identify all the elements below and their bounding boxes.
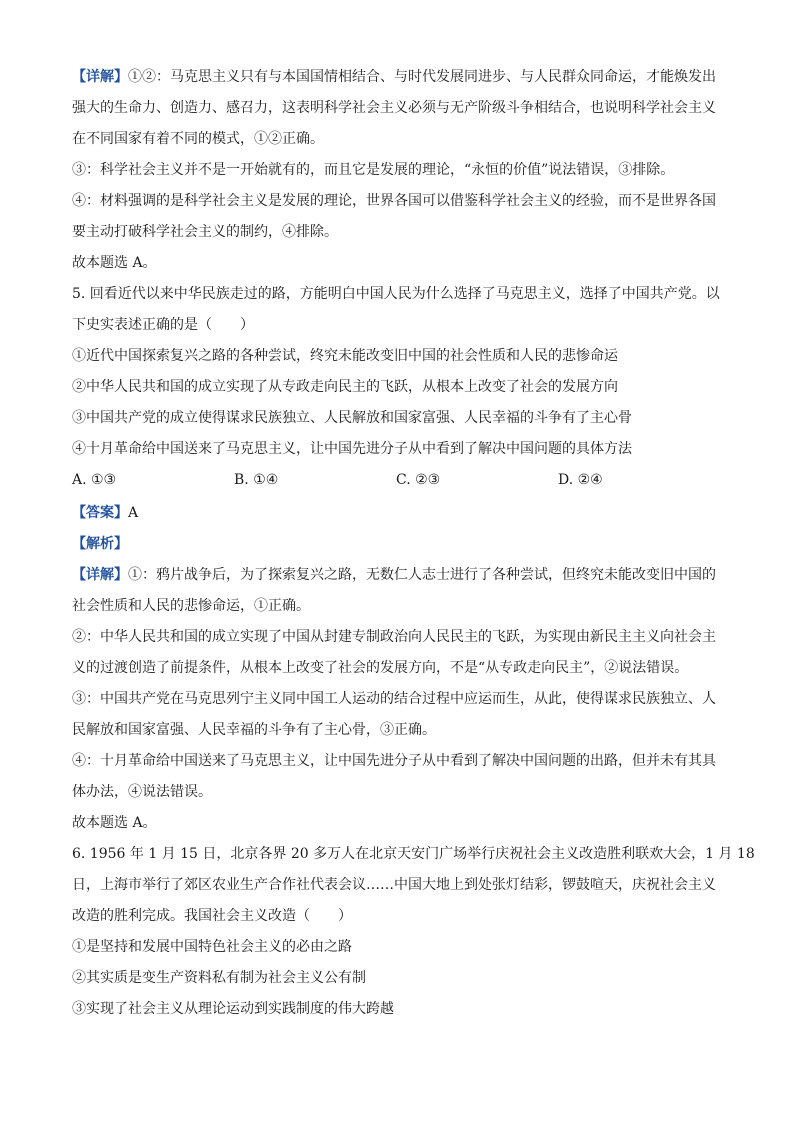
detail-line-2: 强大的生命力、创造力、感召力，这表明科学社会主义必须与无产阶级斗争相结合，也说明科学社会主义 [72, 100, 716, 116]
q5-detail-line-5: ③：中国共产党在马克思列宁主义同中国工人运动的结合过程中应运而生，从此，使得谋求民族独立、人 [72, 691, 716, 707]
answer-value: A [128, 505, 139, 521]
question-5-stem-2: 下史实表述正确的是（ ） [72, 317, 254, 333]
question-5-statement-1: ①近代中国探索复兴之路的各种尝试，终究未能改变旧中国的社会性质和人民的悲惨命运 [72, 348, 618, 364]
question-6-statement-3: ③实现了社会主义从理论运动到实践制度的伟大跨越 [72, 1001, 394, 1017]
q5-detail-line-2: 社会性质和人民的悲惨命运，①正确。 [72, 598, 310, 614]
detail-tag: 【详解】 [72, 567, 128, 583]
detail-line-6: 要主动打破科学社会主义的制约，④排除。 [72, 224, 338, 240]
question-6-stem-2: 日，上海市举行了郊区农业生产合作社代表会议……中国大地上到处张灯结彩，锣鼓喧天，庆祝社会主义 [72, 877, 716, 893]
question-6-stem-1: 6. 1956 年 1 月 15 日，北京各界 20 多万人在北京天安门广场举行庆祝社会主义改造胜利联欢大会，1 月 18 [72, 846, 755, 862]
option-b: B. ①④ [234, 472, 279, 488]
question-5-statement-2: ②中华人民共和国的成立实现了从专政走向民主的飞跃，从根本上改变了社会的发展方向 [72, 379, 618, 395]
answer-tag: 【答案】 [72, 505, 128, 521]
q5-detail-line-6: 民解放和国家富强、人民幸福的斗争有了主心骨，③正确。 [72, 722, 436, 738]
answer-line [72, 503, 732, 523]
question-5-statement-3: ③中国共产党的成立使得谋求民族独立、人民解放和国家富强、人民幸福的斗争有了主心骨 [72, 410, 632, 426]
conclusion-line: 故本题选 A。 [72, 255, 157, 271]
option-d: D. ②④ [558, 472, 603, 488]
question-6-statement-2: ②其实质是变生产资料私有制为社会主义公有制 [72, 970, 366, 986]
question-5-stem-1: 5. 回看近代以来中华民族走过的路，方能明白中国人民为什么选择了马克思主义，选择了中国共产党。以 [72, 286, 720, 302]
question-6-statement-1: ①是坚持和发展中国特色社会主义的必由之路 [72, 939, 352, 955]
detail-tag: 【详解】 [72, 69, 128, 85]
q5-detail-line-8: 体办法，④说法错误。 [72, 784, 212, 800]
q5-detail-line-7: ④：十月革命给中国送来了马克思主义，让中国先进分子从中看到了解决中国问题的出路，但并未有其具 [72, 753, 716, 769]
detail-line-3: 在不同国家有着不同的模式，①②正确。 [72, 131, 324, 147]
detail-line-4: ③：科学社会主义并不是一开始就有的，而且它是发展的理论，“永恒的价值”说法错误，③排除。 [72, 162, 675, 178]
q5-detail-line-1: 【详解】①：鸦片战争后，为了探索复兴之路，无数仁人志士进行了各种尝试，但终究未能改变旧中国的 [72, 567, 716, 583]
q5-detail-line-3: ②：中华人民共和国的成立实现了中国从封建专制政治向人民民主的飞跃，为实现由新民主主义向社会主 [72, 629, 716, 645]
detail-line-1: 【详解】①②：马克思主义只有与本国国情相结合、与时代发展同进步、与人民群众同命运，才能焕发出 [72, 69, 716, 85]
q5-detail-line-4: 义的过渡创造了前提条件，从根本上改变了社会的发展方向，不是“从专政走向民主”，②说法错误。 [72, 660, 689, 676]
question-5-statement-4: ④十月革命给中国送来了马克思主义，让中国先进分子从中看到了解决中国问题的具体方法 [72, 441, 632, 457]
option-c: C. ②③ [396, 472, 441, 488]
q5-conclusion-line: 故本题选 A。 [72, 815, 157, 831]
analysis-tag: 【解析】 [72, 536, 128, 552]
question-6-stem-3: 改造的胜利完成。我国社会主义改造（ ） [72, 908, 352, 924]
analysis-line [72, 534, 732, 554]
detail-line-5: ④：材料强调的是科学社会主义是发展的理论，世界各国可以借鉴科学社会主义的经验，而不是世界各国 [72, 193, 716, 209]
option-a: A. ①③ [72, 472, 117, 488]
